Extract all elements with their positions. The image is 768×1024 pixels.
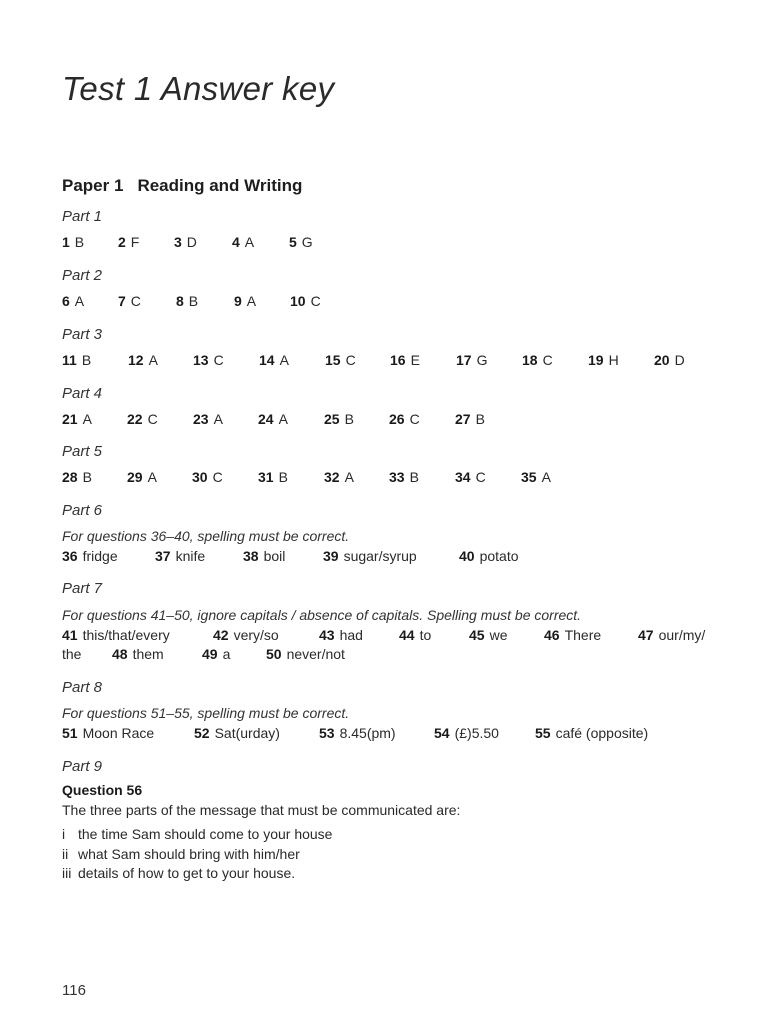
answer-value: café (opposite) <box>555 725 649 741</box>
part-instruction: For questions 51–55, spelling must be correct. <box>62 705 350 721</box>
answer-value: B <box>344 411 354 427</box>
answer-number: 48 <box>112 646 128 662</box>
answer-number: 10 <box>290 293 306 309</box>
answer-value: C <box>475 469 486 485</box>
answer-item <box>323 548 417 564</box>
answer-item <box>588 352 619 368</box>
part-label: Part 7 <box>62 580 103 597</box>
answer-value: D <box>674 352 685 368</box>
answer-number: 4 <box>232 234 240 250</box>
answer-number: 5 <box>289 234 297 250</box>
answer-number: 27 <box>455 411 471 427</box>
answer-value: them <box>132 646 164 662</box>
answer-number: 52 <box>194 725 210 741</box>
answer-item <box>259 352 289 368</box>
answer-number: 47 <box>638 627 654 643</box>
page-title: Test 1 Answer key <box>62 70 335 107</box>
part-label: Part 4 <box>62 385 103 402</box>
answer-value: a <box>222 646 231 662</box>
answer-value: never/not <box>286 646 345 662</box>
answer-number: 45 <box>469 627 485 643</box>
answer-value: to <box>419 627 432 643</box>
answer-value: very/so <box>233 627 279 643</box>
answer-value: C <box>213 352 224 368</box>
answer-item <box>193 411 223 427</box>
paper-number: Paper 1 <box>62 176 124 195</box>
answer-item <box>389 411 420 427</box>
answer-item <box>174 234 197 250</box>
answer-number: 41 <box>62 627 78 643</box>
answer-item <box>62 469 92 485</box>
answer-item <box>243 548 285 564</box>
answer-value: sugar/syrup <box>343 548 417 564</box>
answer-number: 16 <box>390 352 406 368</box>
answer-value: D <box>186 234 197 250</box>
answer-value: C <box>542 352 553 368</box>
answer-number: 43 <box>319 627 335 643</box>
answer-number: 23 <box>193 411 209 427</box>
answer-value: C <box>310 293 321 309</box>
answer-number: 7 <box>118 293 126 309</box>
answer-value: C <box>409 411 420 427</box>
answer-number: 40 <box>459 548 475 564</box>
list-item-text: details of how to get to your house. <box>78 865 296 881</box>
question-56-intro: The three parts of the message that must be communicated are: <box>62 802 461 818</box>
answer-number: 51 <box>62 725 78 741</box>
answer-value: had <box>339 627 363 643</box>
answer-item <box>62 293 84 309</box>
answer-number: 21 <box>62 411 78 427</box>
answer-number: 42 <box>213 627 229 643</box>
answer-number: 6 <box>62 293 70 309</box>
answer-number: 26 <box>389 411 405 427</box>
answer-number: 33 <box>389 469 405 485</box>
answer-value: B <box>409 469 419 485</box>
answer-value: C <box>130 293 141 309</box>
answer-value: A <box>74 293 85 309</box>
part-label: Part 5 <box>62 443 103 460</box>
answer-item <box>390 352 420 368</box>
answer-number: 15 <box>325 352 341 368</box>
answer-number: 50 <box>266 646 282 662</box>
answer-value: G <box>301 234 313 250</box>
answer-item <box>535 725 648 741</box>
answer-item <box>319 725 396 741</box>
answer-item <box>324 469 354 485</box>
answer-number: 13 <box>193 352 209 368</box>
list-item-text: what Sam should bring with him/her <box>78 846 300 862</box>
answer-item <box>258 411 288 427</box>
answer-number: 17 <box>456 352 472 368</box>
answer-item <box>176 293 198 309</box>
answer-number: 11 <box>62 352 77 368</box>
answer-value: A <box>147 469 157 485</box>
answer-value: Sat(urday) <box>214 725 280 741</box>
answer-item <box>324 411 354 427</box>
answer-number: 30 <box>192 469 208 485</box>
list-item-text: the time Sam should come to your house <box>78 826 333 842</box>
answer-number: 54 <box>434 725 450 741</box>
answer-number: 19 <box>588 352 604 368</box>
answer-value: A <box>246 293 257 309</box>
answer-item <box>319 627 363 643</box>
answer-value: A <box>279 352 289 368</box>
answer-value: our/my/ <box>658 627 706 643</box>
answer-item <box>62 411 92 427</box>
list-item-number: ii <box>62 846 69 862</box>
answer-item <box>522 352 553 368</box>
answer-item <box>258 469 288 485</box>
answer-number: 1 <box>62 234 70 250</box>
part-instruction: For questions 41–50, ignore capitals / absence of capitals. Spelling must be correct. <box>62 607 582 623</box>
paper-name: Reading and Writing <box>137 176 303 195</box>
answer-number: 46 <box>544 627 560 643</box>
answer-item <box>266 646 345 662</box>
answer-item <box>654 352 685 368</box>
answer-value: E <box>410 352 420 368</box>
answer-value: (£)5.50 <box>454 725 499 741</box>
list-item-number: i <box>62 826 66 842</box>
answer-item <box>456 352 487 368</box>
answer-item <box>289 234 313 250</box>
answer-value: we <box>489 627 508 643</box>
answer-item <box>62 548 118 564</box>
answer-item <box>459 548 519 564</box>
answer-number: 24 <box>258 411 274 427</box>
answer-number: 37 <box>155 548 171 564</box>
answer-value: B <box>475 411 485 427</box>
answer-item <box>194 725 280 741</box>
answer-item <box>234 293 256 309</box>
answer-value: B <box>81 352 92 368</box>
page-number: 116 <box>62 982 86 999</box>
answer-item <box>128 352 158 368</box>
answer-number: 36 <box>62 548 78 564</box>
answer-value: C <box>147 411 158 427</box>
answer-item <box>62 627 170 643</box>
answer-item <box>193 352 224 368</box>
answer-continuation: the <box>62 646 82 662</box>
answer-number: 3 <box>174 234 182 250</box>
question-56-heading: Question 56 <box>62 782 143 798</box>
answer-value: boil <box>263 548 286 564</box>
answer-item <box>118 293 141 309</box>
answer-value: knife <box>175 548 206 564</box>
answer-value: B <box>278 469 288 485</box>
answer-item <box>155 548 205 564</box>
answer-number: 22 <box>127 411 143 427</box>
answer-number: 28 <box>62 469 78 485</box>
answer-number: 35 <box>521 469 537 485</box>
answer-number: 32 <box>324 469 340 485</box>
answer-number: 14 <box>259 352 275 368</box>
part-label: Part 3 <box>62 326 103 343</box>
answer-item <box>469 627 507 643</box>
answer-item <box>118 234 139 250</box>
answer-value: B <box>82 469 92 485</box>
answer-value: C <box>212 469 223 485</box>
answer-item <box>434 725 499 741</box>
answer-item <box>325 352 356 368</box>
answer-number: 44 <box>399 627 415 643</box>
answer-item <box>389 469 419 485</box>
answer-value: fridge <box>82 548 118 564</box>
answer-item <box>544 627 601 643</box>
answer-number: 39 <box>323 548 339 564</box>
answer-number: 38 <box>243 548 259 564</box>
answer-value: A <box>82 411 92 427</box>
answer-value: potato <box>479 548 519 564</box>
answer-item <box>455 469 486 485</box>
answer-value: C <box>345 352 356 368</box>
answer-value: A <box>344 469 354 485</box>
answer-value: 8.45(pm) <box>339 725 396 741</box>
answer-item <box>127 411 158 427</box>
answer-item <box>62 352 91 368</box>
answer-value: G <box>476 352 488 368</box>
answer-number: 8 <box>176 293 184 309</box>
part-label: Part 9 <box>62 758 103 775</box>
answer-item <box>232 234 254 250</box>
answer-number: 25 <box>324 411 340 427</box>
answer-item <box>521 469 551 485</box>
part-instruction: For questions 36–40, spelling must be correct. <box>62 528 350 544</box>
answer-value: A <box>213 411 223 427</box>
answer-number: 49 <box>202 646 218 662</box>
answer-value: A <box>244 234 255 250</box>
answer-value: B <box>74 234 85 250</box>
answer-number: 12 <box>128 352 144 368</box>
answer-value: A <box>148 352 158 368</box>
answer-value: There <box>564 627 602 643</box>
answer-item <box>213 627 279 643</box>
answer-number: 53 <box>319 725 335 741</box>
answer-item <box>455 411 485 427</box>
answer-number: 18 <box>522 352 538 368</box>
answer-value: H <box>608 352 619 368</box>
answer-item <box>112 646 164 662</box>
list-item-number: iii <box>62 865 72 881</box>
answer-value: this/that/every <box>82 627 170 643</box>
answer-value: B <box>188 293 199 309</box>
part-label: Part 6 <box>62 502 103 519</box>
answer-number: 20 <box>654 352 670 368</box>
answer-item <box>62 725 154 741</box>
answer-number: 34 <box>455 469 471 485</box>
part-label: Part 8 <box>62 679 103 696</box>
answer-value: A <box>541 469 551 485</box>
answer-number: 29 <box>127 469 143 485</box>
answer-item <box>202 646 230 662</box>
answer-item <box>62 234 84 250</box>
answer-item <box>399 627 431 643</box>
answer-number: 31 <box>258 469 274 485</box>
paper-heading <box>62 176 302 196</box>
answer-item <box>290 293 321 309</box>
answer-value: Moon Race <box>82 725 155 741</box>
answer-item <box>638 627 705 643</box>
answer-number: 2 <box>118 234 126 250</box>
answer-item <box>127 469 157 485</box>
part-label: Part 1 <box>62 208 103 225</box>
answer-number: 9 <box>234 293 242 309</box>
part-label: Part 2 <box>62 267 103 284</box>
answer-value: F <box>130 234 140 250</box>
answer-value: A <box>278 411 288 427</box>
answer-number: 55 <box>535 725 551 741</box>
answer-item <box>192 469 223 485</box>
